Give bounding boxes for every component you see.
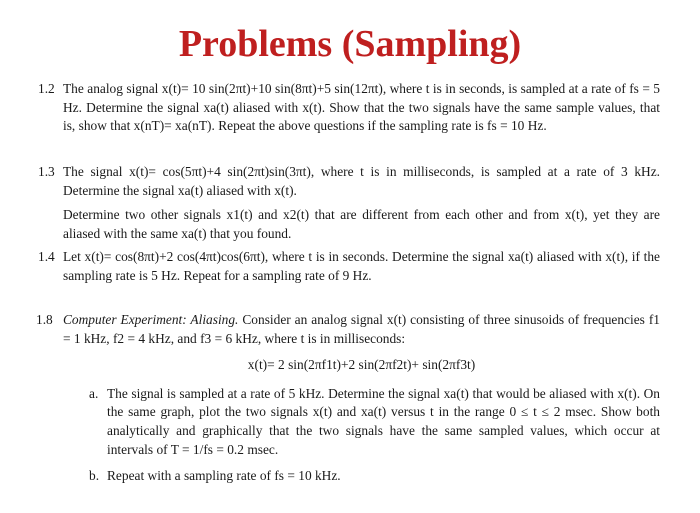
problem-number: 1.2 <box>38 81 55 96</box>
page-title: Problems (Sampling) <box>178 23 522 65</box>
problem-1-8 <box>36 311 660 486</box>
problem-text: The signal x(t)= cos(5πt)+4 sin(2πt)sin(3πt), where t is in milliseconds, is sampled at a rate of 3 kHz. Determine the signal xa(t) aliased with x(t). <box>63 164 660 198</box>
problem-number: 1.4 <box>38 249 55 264</box>
problem-number: 1.8 <box>36 312 53 327</box>
part-a <box>89 385 660 459</box>
problem-text: Let x(t)= cos(8πt)+2 cos(4πt)cos(6πt), where t is in seconds. Determine the signal xa(t) aliased with x(t), if the sampling rate is 5 Hz. Repeat for a sampling rate of 9 Hz. <box>63 249 660 283</box>
equation: x(t)= 2 sin(2πf1t)+2 sin(2πf2t)+ sin(2πf3t) <box>247 357 476 373</box>
problem-1-3 <box>38 163 660 243</box>
part-label: a. <box>89 385 99 401</box>
part-text: Repeat with a sampling rate of fs = 10 kHz. <box>107 468 341 484</box>
part-b <box>89 467 660 486</box>
problem-1-4 <box>38 248 660 285</box>
problem-1-2 <box>38 80 660 136</box>
problem-text: The analog signal x(t)= 10 sin(2πt)+10 sin(8πt)+5 sin(12πt), where t is in seconds, is sampled at a rate of fs = 5 Hz. Determine the signal xa(t) aliased with x(t). Show that the two signals have the same sample values, that is, show that x(nT)= xa(nT). Repeat the above questions if the sampling rate is fs = 10 Hz. <box>63 81 660 134</box>
problem-heading: Computer Experiment: Aliasing. <box>63 312 239 327</box>
part-text: The signal is sampled at a rate of 5 kHz. Determine the signal xa(t) that would be aliased with x(t). On the same graph, plot the two signals x(t) and xa(t) versus t in the range 0 ≤ t ≤ 2 msec. Show both analytically and graphically that the two signals have the same sampled values, which occur at intervals of T = 1/fs = 0.2 msec. <box>107 385 660 457</box>
part-label: b. <box>89 468 100 484</box>
problem-text: Consider an analog signal x(t) consisting of three sinusoids of frequencies f1 = 1 kHz, f2 = 4 kHz, and f3 = 6 kHz, where t is in milliseconds: <box>63 312 660 346</box>
problem-number: 1.3 <box>38 164 55 179</box>
problem-text: Determine two other signals x1(t) and x2(t) that are different from each other and from x(t), yet they are aliased with the same xa(t) that you found. <box>63 207 660 241</box>
